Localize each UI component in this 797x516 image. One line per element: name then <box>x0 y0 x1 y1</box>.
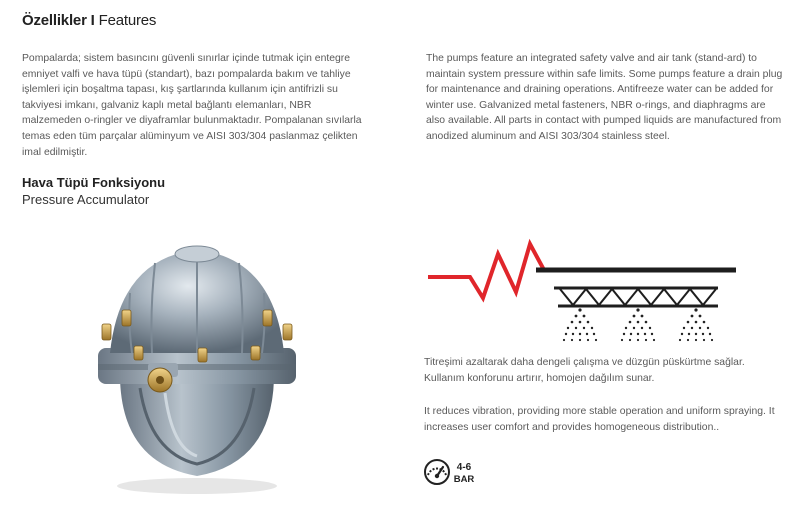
accumulator-desc-en: It reduces vibration, providing more stable operation and uniform spraying. It increases user comfort and provides homogeneous distribution.. <box>424 406 775 433</box>
section-title: Özellikler I Features <box>22 12 157 29</box>
badge-unit: BAR <box>453 474 475 485</box>
pressure-badge <box>423 458 483 486</box>
accumulator-title-tr: Hava Tüpü Fonksiyonu <box>22 175 166 190</box>
accumulator-desc-tr: Titreşimi azaltarak daha dengeli çalışma ve düzgün püskürtme sağlar. Kullanım konforunu artırır, homojen dağılım sunar. <box>424 357 745 384</box>
pressure-gauge-icon <box>425 460 449 484</box>
badge-range: 4-6 <box>456 462 472 473</box>
features-text-en: The pumps feature an integrated safety valve and air tank (stand-ard) to maintain system pressure within safe limits. Some pumps feature a drain plug for maintenance and draining operations. Antifreeze water can be added for winter use. Galvanized metal fasteners, NBR o-rings, and diaphragms are also available. All parts in contact with pumped liquids are manufactured from anodized aluminum and AISI 303/304 stainless steel. <box>426 53 783 142</box>
pressure-accumulator-image <box>80 228 315 498</box>
features-text-tr: Pompalarda; sistem basıncını güvenli sınırlar içinde tutmak için entegre emniyet valfi ve hava tüpü (standart), bazı pompalarda bakım ve tahliye işlemleri için boşaltma tapası, kış şartlarında kullanım için antifrizli su takviyesi imkanı, galvaniz kaplı metal bağlantı elemanları, NBR malzemeden o-ringler ve diyaframlar bulunmaktadır. Pompalanan sıvılarla temas eden tüm parçalar alüminyum ve AISI 303/304 paslanmaz çelikten imal edilmiştir. <box>22 53 362 158</box>
accumulator-title-en: Pressure Accumulator <box>22 192 150 207</box>
vibration-reduction-diagram <box>428 236 740 348</box>
